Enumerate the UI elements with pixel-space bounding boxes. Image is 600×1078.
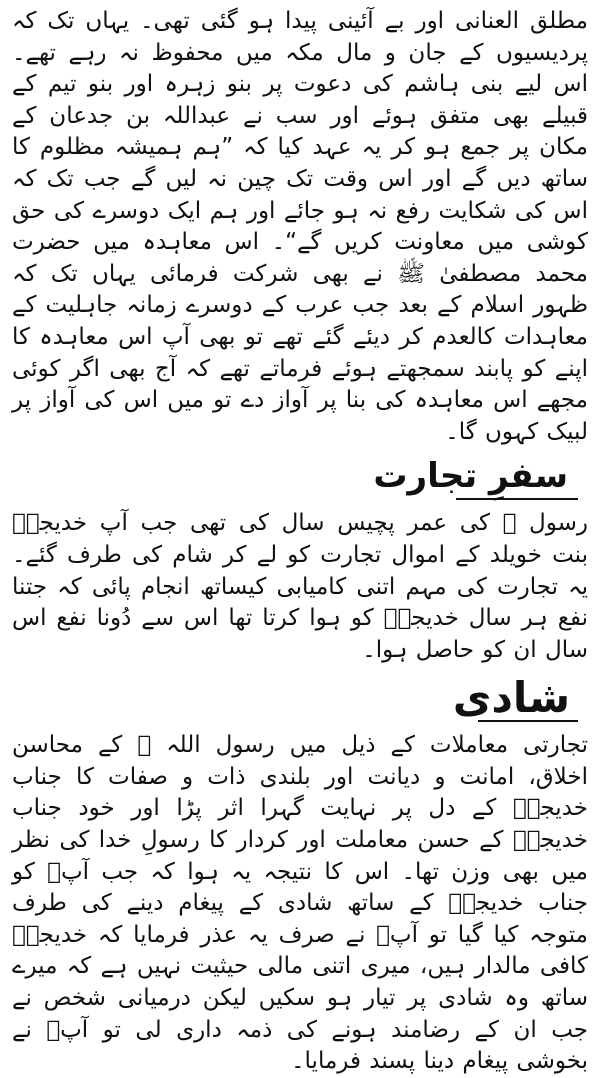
- paragraph-hilf-al-fudul: مطلق العنانی اور بے آئینی پیدا ہو گئی تھی۔ یہاں تک کہ پردیسیوں کے جان و مال مکہ میں محفوظ نہ رہے تھے۔ اس لیے بنی ہاشم کی دعوت پر بنو زہرہ اور بنو تیم کے قبیلے بھی متفق ہوئے اور سب نے عبداللہ بن جدعان کے مکان پر جمع ہو کر یہ عہد کیا کہ ”ہم ہمیشہ مظلوم کا ساتھ دیں گے اور اس وقت تک چین نہ لیں گے جب تک کہ اس کی شکایت رفع نہ ہو جائے اور ہم ایک دوسرے کی حق کوشی میں معاونت کریں گے“۔ اس معاہدہ میں حضرت محمد مصطفیٰ ﷺ نے بھی شرکت فرمائی یہاں تک کہ ظہور اسلام کے بعد جب عرب کے دوسرے زمانہ جاہلیت کے معاہدات کالعدم کر دیئے گئے تھے تو بھی آپ اس معاہدہ کا اپنے کو پابند سمجھتے ہوئے فرماتے تھے کہ آج بھی اگر کوئی مجھے اس معاہدہ کی بنا پر آواز دے تو میں اس کی آواز پر لبیک کہوں گا۔: [12, 8, 588, 445]
- section-heading-marriage: [12, 666, 588, 730]
- heading-underline: [478, 720, 578, 722]
- paragraph-trade-journey: رسول ﷺ کی عمر پچیس سال کی تھی جب آپ خدیجہؓ بنت خویلد کے اموال تجارت کو لے کر شام کی طرف گئے۔ یہ تجارت کی مہم اتنی کامیابی کیساتھ انجام پائی کہ جتنا نفع ہر سال خدیجہؓ کو ہوا کرتا تھا اس سے دُونا نفع اس سال ان کو حاصل ہوا۔: [12, 510, 588, 663]
- section-heading-trade: [12, 448, 588, 508]
- heading-trade-journey: سفرِ تجارت: [373, 456, 568, 497]
- heading-underline: [456, 498, 578, 500]
- heading-marriage: شادی: [452, 673, 570, 723]
- paragraph-marriage: تجارتی معاملات کے ذیل میں رسول اللہ ﷺ کے محاسن اخلاق، امانت و دیانت اور بلندی ذات و صفات کا جناب خدیجہؓ کے دل پر نہایت گہرا اثر پڑا اور خود جناب خدیجہؓ کے حسن معاملت اور کردار کا رسولِ خدا کی نظر میں بھی وزن تھا۔ اس کا نتیجہ یہ ہوا کہ جب آپؐ کو جناب خدیجہؓ کے ساتھ شادی کے پیغام دینے کی طرف متوجہ کیا گیا تو آپؐ نے صرف یہ عذر فرمایا کہ خدیجہؓ کافی مالدار ہیں، میری اتنی مالی حیثیت نہیں ہے کہ میرے ساتھ وہ شادی پر تیار ہو سکیں لیکن درمیانی شخص نے جب ان کے رضامند ہونے کی ذمہ داری لی تو آپؐ نے بخوشی پیغام دینا پسند فرمایا۔: [12, 732, 588, 1075]
